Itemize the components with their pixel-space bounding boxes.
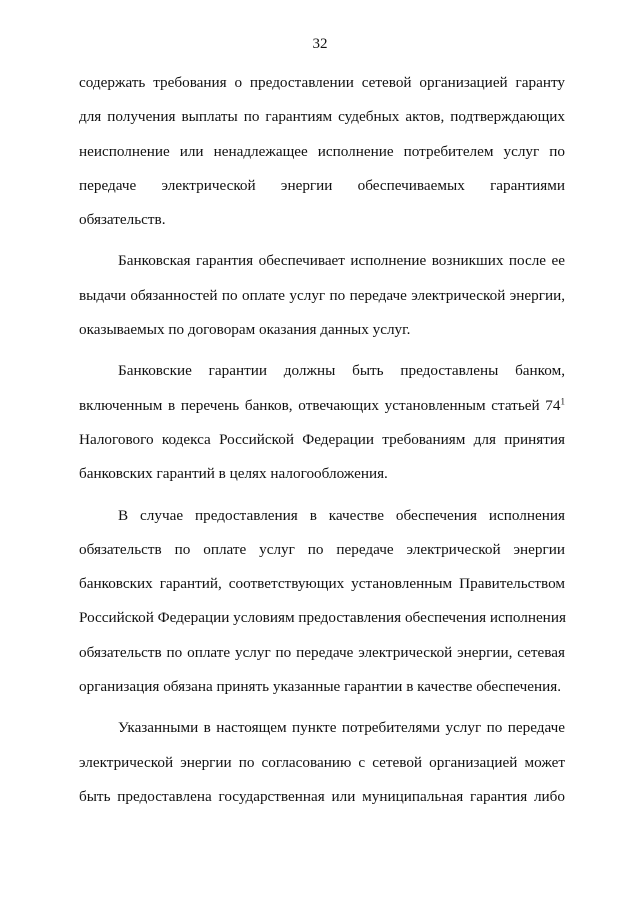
- text-line: передаче электрической энергии обеспечиваемых гарантиями: [79, 176, 565, 194]
- body-text: [79, 66, 565, 814]
- text-line: выдачи обязанностей по оплате услуг по передаче электрической энергии,: [79, 286, 565, 304]
- text-line: В случае предоставления в качестве обеспечения исполнения: [118, 506, 565, 524]
- text-line: обязательств.: [79, 211, 166, 229]
- text-line: Банковская гарантия обеспечивает исполнение возникших после ее: [118, 252, 565, 270]
- superscript: 1: [560, 396, 565, 407]
- text-line: банковских гарантий в целях налогообложения.: [79, 465, 388, 483]
- text-line: для получения выплаты по гарантиям судебных актов, подтверждающих: [79, 108, 565, 126]
- text-line: обязательств по оплате услуг по передаче электрической энергии, сетевая: [79, 643, 565, 661]
- text-line: организация обязана принять указанные гарантии в качестве обеспечения.: [79, 678, 562, 696]
- paragraph-5: [79, 711, 565, 814]
- text-line: Указанными в настоящем пункте потребителями услуг по передаче: [118, 719, 565, 737]
- paragraph-2: [79, 244, 565, 347]
- paragraph-4: [79, 499, 565, 705]
- text-line: оказываемых по договорам оказания данных услуг.: [79, 321, 411, 339]
- text-line: Банковские гарантии должны быть предоставлены банком,: [118, 362, 565, 380]
- text-line: обязательств по оплате услуг по передаче электрической энергии: [79, 540, 565, 558]
- paragraph-3: [79, 354, 565, 491]
- text-line: банковских гарантий, соответствующих установленным Правительством: [79, 575, 565, 593]
- text-line: электрической энергии по согласованию с сетевой организацией может: [79, 753, 565, 771]
- text-line-content: включенным в перечень банков, отвечающих установленным статьей 74: [79, 396, 561, 414]
- text-line: неисполнение или ненадлежащее исполнение потребителем услуг по: [79, 142, 565, 160]
- text-line: быть предоставлена государственная или муниципальная гарантия либо: [79, 787, 565, 805]
- text-line: Налогового кодекса Российской Федерации требованиям для принятия: [79, 430, 565, 448]
- page-number: 32: [312, 36, 328, 52]
- paragraph-1: [79, 66, 565, 237]
- text-line: Российской Федерации условиям предоставления обеспечения исполнения: [79, 609, 566, 627]
- text-line: [79, 389, 565, 423]
- text-line: содержать требования о предоставлении сетевой организацией гаранту: [79, 74, 565, 91]
